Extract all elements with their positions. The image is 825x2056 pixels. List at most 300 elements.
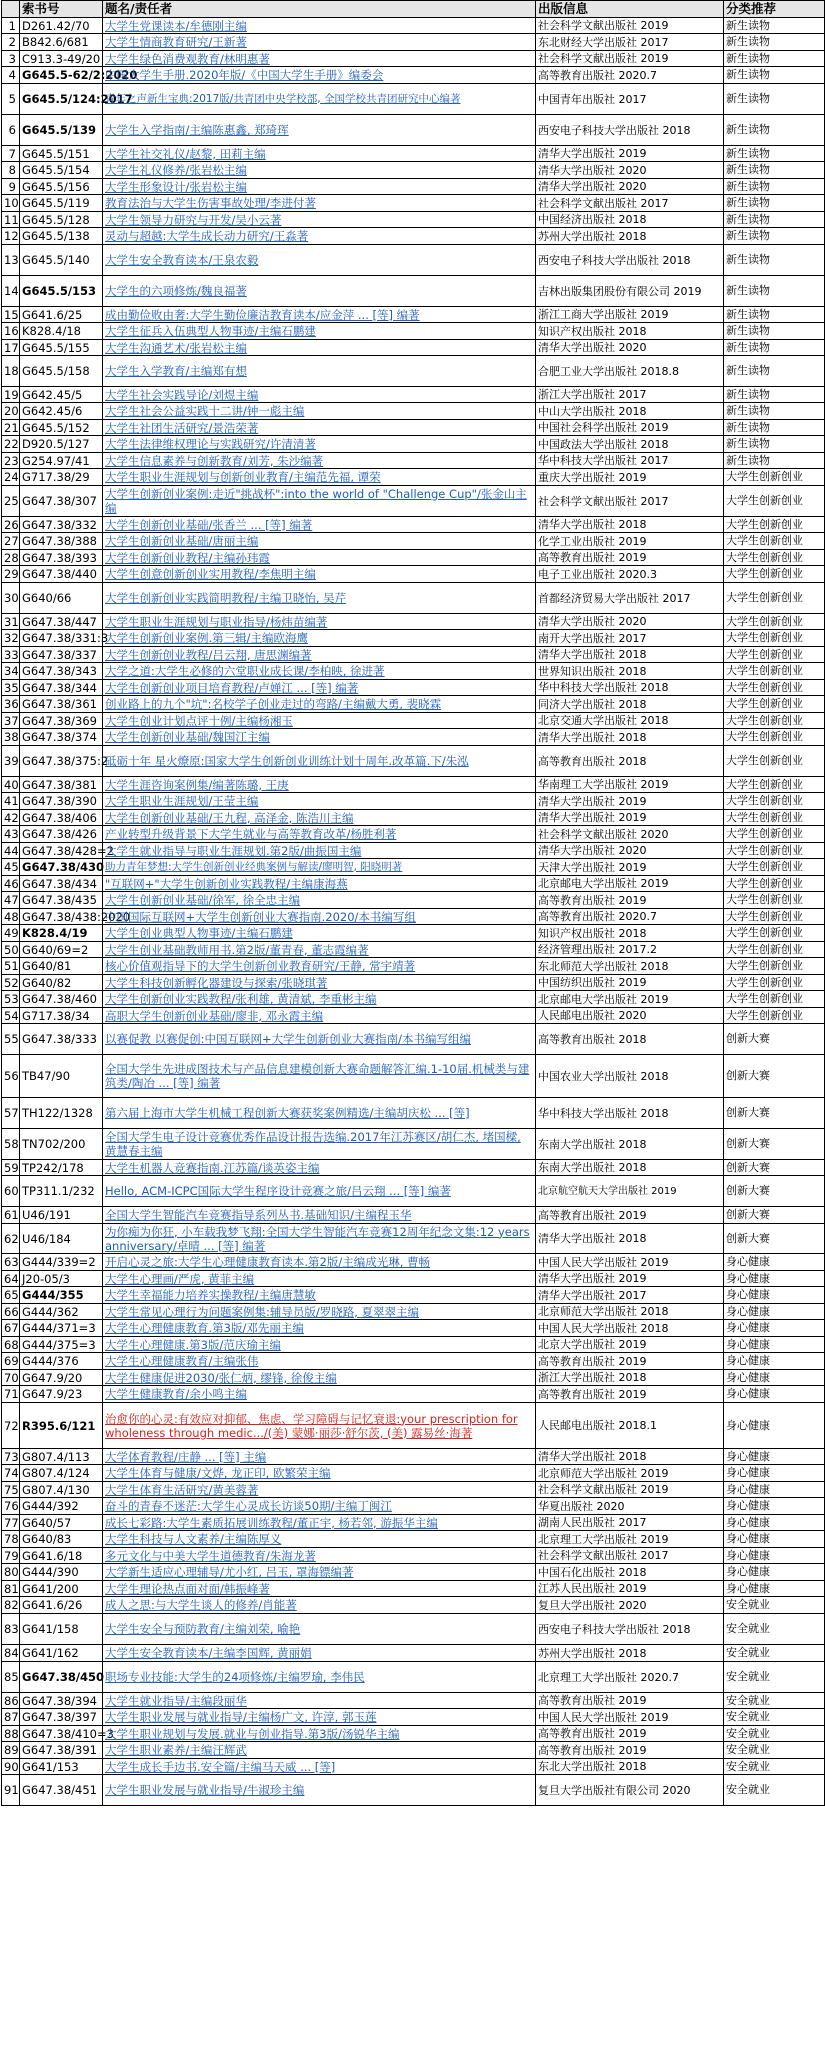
category: 大学生创新创业: [724, 517, 825, 533]
row-number: 21: [2, 420, 20, 436]
title-link[interactable]: 大学生健康促进2030/张仁炳, 缪锋, 徐俊主编: [103, 1370, 536, 1386]
publication-info: 清华大学出版社 2020: [536, 843, 724, 859]
title-link[interactable]: 大学生绿色消费观教育/林明惠著: [103, 51, 536, 67]
table-row: [2, 195, 825, 212]
publication-info: 南开大学出版社 2017: [536, 630, 724, 647]
title-link[interactable]: Hello, ACM-ICPC国际大学生程序设计竞赛之旅/吕云翔 ... [等] 编著: [103, 1176, 536, 1207]
category: 大学生创新创业: [724, 892, 825, 909]
category: 大学生创新创业: [724, 614, 825, 630]
publication-info: 复旦大学出版社 2020: [536, 1597, 724, 1614]
category: 身心健康: [724, 1482, 825, 1498]
row-number: 2: [2, 34, 20, 51]
row-number: 75: [2, 1482, 20, 1498]
title-link[interactable]: 灵动与超越:大学生成长动力研究/王淼著: [103, 228, 536, 245]
call-number: G647.38/374: [20, 729, 103, 746]
publication-info: 高等教育出版社 2019: [536, 1726, 724, 1742]
title-link[interactable]: 大学生征兵入伍典型人物事迹/主编石鹏建: [103, 323, 536, 340]
table-row: [2, 566, 825, 583]
title-link[interactable]: 中国国际互联网+大学生创新创业大赛指南.2020/本书编写组: [103, 909, 536, 925]
header-number: [2, 1, 20, 18]
title-link[interactable]: 治愈你的心灵:有效应对抑郁、焦虑、学习障碍与记忆衰退:your prescription for wholeness through medic.../(美) 蒙娜·丽莎·舒尔茨, (美) 露易丝·海著: [103, 1403, 536, 1449]
row-number: 53: [2, 991, 20, 1008]
title-link[interactable]: 大学生体育与健康/文烨, 龙正印, 欧繁荣主编: [103, 1465, 536, 1482]
publication-info: 华中科技大学出版社 2018: [536, 1098, 724, 1129]
title-link[interactable]: 大学生心理健康教育/主编张伟: [103, 1353, 536, 1370]
title-link[interactable]: 大学生创新创业案例.第三辑/主编欧海鹰: [103, 630, 536, 647]
publication-info: 社会科学文献出版社 2019: [536, 1482, 724, 1498]
category: 身心健康: [724, 1564, 825, 1581]
title-link[interactable]: 多元文化与中美大学生道德教育/朱海龙著: [103, 1548, 536, 1564]
category: 大学生创新创业: [724, 975, 825, 991]
table-row: [2, 1008, 825, 1024]
call-number: G641/162: [20, 1645, 103, 1662]
title-link[interactable]: 大学生理论热点面对面/韩振峰著: [103, 1581, 536, 1597]
title-link[interactable]: 大学体育教程/庄静 ... [等] 主编: [103, 1449, 536, 1465]
call-number: G717.38/34: [20, 1008, 103, 1024]
category: 大学生创新创业: [724, 843, 825, 859]
category: 大学生创新创业: [724, 469, 825, 486]
table-row: [2, 1498, 825, 1515]
call-number: G641/200: [20, 1581, 103, 1597]
table-row: [2, 356, 825, 387]
row-number: 37: [2, 713, 20, 729]
publication-info: 中国青年出版社 2017: [536, 84, 724, 115]
title-link[interactable]: 全国大学生智能汽车竞赛指导系列丛书.基础知识/主编程玉华: [103, 1207, 536, 1224]
category: 身心健康: [724, 1548, 825, 1564]
row-number: 58: [2, 1129, 20, 1160]
table-row: [2, 67, 825, 84]
row-number: 35: [2, 680, 20, 696]
row-number: 90: [2, 1759, 20, 1775]
publication-info: 高等教育出版社 2019: [536, 1353, 724, 1370]
row-number: 47: [2, 892, 20, 909]
row-number: 33: [2, 647, 20, 663]
title-link[interactable]: 大学生常见心理行为问题案例集:辅导员版/罗晓路, 夏翠翠主编: [103, 1304, 536, 1320]
title-link[interactable]: 大学生健康教育/余小鸣主编: [103, 1386, 536, 1403]
row-number: 50: [2, 942, 20, 958]
publication-info: 吉林出版集团股份有限公司 2019: [536, 276, 724, 307]
header-publication: 出版信息: [536, 1, 724, 18]
table-row: [2, 1224, 825, 1254]
table-row: [2, 146, 825, 162]
publication-info: 浙江大学出版社 2017: [536, 387, 724, 403]
title-link[interactable]: 大学生就业指导与职业生涯规划.第2版/曲振国主编: [103, 843, 536, 859]
title-link[interactable]: 成由勤俭败由奢:大学生勤俭廉洁教育读本/应金萍 ... [等] 编著: [103, 307, 536, 323]
table-row: [2, 245, 825, 276]
table-row: [2, 1129, 825, 1160]
table-row: [2, 680, 825, 696]
category: 新生读物: [724, 356, 825, 387]
publication-info: 北京航空航天大学出版社 2019: [536, 1176, 724, 1207]
title-link[interactable]: 大学生创新创业基础/张香兰 ... [等] 编著: [103, 517, 536, 533]
call-number: G641.6/25: [20, 307, 103, 323]
title-link[interactable]: 全国大学生电子设计竞赛优秀作品设计报告选编.2017年江苏赛区/胡仁杰, 堵国樑, 黄慧春主编: [103, 1129, 536, 1160]
category: 新生读物: [724, 212, 825, 228]
title-link[interactable]: 大学生创新创业实践简明教程/主编卫晓怡, 吴芹: [103, 583, 536, 614]
title-link[interactable]: 高职大学生创新创业基础/廖非, 邓永霞主编: [103, 1008, 536, 1024]
table-row: [2, 1645, 825, 1662]
title-link[interactable]: 大学生创新创业基础/王九程, 高泽金, 陈浩川主编: [103, 810, 536, 826]
title-link[interactable]: 职场专业技能:大学生的24项修炼/主编罗瑜, 李伟民: [103, 1662, 536, 1693]
call-number: G641.6/26: [20, 1597, 103, 1614]
call-number: G647.38/390: [20, 793, 103, 810]
publication-info: 高等教育出版社 2018: [536, 746, 724, 777]
category: 大学生创新创业: [724, 777, 825, 793]
publication-info: 北京师范大学出版社 2019: [536, 1465, 724, 1482]
table-row: [2, 793, 825, 810]
publication-info: 清华大学出版社 2020: [536, 162, 724, 179]
table-row: [2, 876, 825, 892]
table-row: [2, 517, 825, 533]
category: 创新大赛: [724, 1207, 825, 1224]
category: 新生读物: [724, 436, 825, 453]
publication-info: 人民邮电出版社 2020: [536, 1008, 724, 1024]
publication-info: 华中科技大学出版社 2018: [536, 680, 724, 696]
table-row: [2, 1662, 825, 1693]
category: 安全就业: [724, 1726, 825, 1742]
row-number: 64: [2, 1271, 20, 1287]
call-number: G645.5/151: [20, 146, 103, 162]
publication-info: 江苏人民出版社 2019: [536, 1581, 724, 1597]
publication-info: 复旦大学出版社有限公司 2020: [536, 1775, 724, 1806]
category: 身心健康: [724, 1353, 825, 1370]
table-row: [2, 1353, 825, 1370]
publication-info: 社会科学文献出版社 2019: [536, 18, 724, 34]
table-row: [2, 1098, 825, 1129]
table-row: [2, 1055, 825, 1098]
title-link[interactable]: 成长七彩路:大学生素质拓展训练教程/董正宇, 杨若邻, 游振华主编: [103, 1515, 536, 1531]
row-number: 9: [2, 179, 20, 195]
category: 大学生创新创业: [724, 909, 825, 925]
call-number: G645.5/156: [20, 179, 103, 195]
title-link[interactable]: 核心价值观指导下的大学生创新创业教育研究/王静, 常宇靖著: [103, 958, 536, 975]
row-number: 10: [2, 195, 20, 212]
title-link[interactable]: 大学新生适应心理辅导/尤小红, 吕玉, 罩海镖编著: [103, 1564, 536, 1581]
call-number: G444/375=3: [20, 1337, 103, 1353]
publication-info: 清华大学出版社 2020: [536, 614, 724, 630]
title-link[interactable]: 大学生安全教育读本/主编李国辉, 黄丽娟: [103, 1645, 536, 1662]
table-row: [2, 162, 825, 179]
category: 大学生创新创业: [724, 486, 825, 517]
title-link[interactable]: 大学生机器人竞赛指南.江苏篇/谈英姿主编: [103, 1160, 536, 1176]
publication-info: 中国人民大学出版社 2019: [536, 1709, 724, 1726]
table-row: [2, 18, 825, 34]
table-row: [2, 1515, 825, 1531]
category: 大学生创新创业: [724, 713, 825, 729]
publication-info: 西安电子科技大学出版社 2018: [536, 115, 724, 146]
table-row: [2, 810, 825, 826]
publication-info: 中国石化出版社 2018: [536, 1564, 724, 1581]
call-number: G807.4/113: [20, 1449, 103, 1465]
title-link[interactable]: 大学生创意创新创业实用教程/李焦明主编: [103, 566, 536, 583]
title-link[interactable]: 大学生礼仪修养/张岩松主编: [103, 162, 536, 179]
title-link[interactable]: 大学生科技创新孵化器建设与探索/张晓琪著: [103, 975, 536, 991]
category: 身心健康: [724, 1581, 825, 1597]
call-number: G645.5/158: [20, 356, 103, 387]
call-number: K828.4/18: [20, 323, 103, 340]
call-number: G642.45/6: [20, 403, 103, 420]
title-link[interactable]: 大学生创新创业基础/唐丽主编: [103, 533, 536, 550]
title-link[interactable]: 大学生创新创业基础/魏国江主编: [103, 729, 536, 746]
call-number: G645.5/119: [20, 195, 103, 212]
row-number: 55: [2, 1024, 20, 1055]
publication-info: 首都经济贸易大学出版社 2017: [536, 583, 724, 614]
category: 大学生创新创业: [724, 793, 825, 810]
table-row: [2, 323, 825, 340]
row-number: 88: [2, 1726, 20, 1742]
title-link[interactable]: 大学生社交礼仪/赵黎, 田莉主编: [103, 146, 536, 162]
row-number: 31: [2, 614, 20, 630]
title-link[interactable]: 大学生创业典型人物事迹/主编石鹏建: [103, 925, 536, 942]
category: 新生读物: [724, 387, 825, 403]
call-number: G645.5/154: [20, 162, 103, 179]
title-link[interactable]: 大学生涯咨询案例集/编著陈璐, 王庚: [103, 777, 536, 793]
title-link[interactable]: 大学生创新创业实践教程/张利雄, 黄清斌, 李重彬主编: [103, 991, 536, 1008]
call-number: G645.5/140: [20, 245, 103, 276]
publication-info: 清华大学出版社 2019: [536, 810, 724, 826]
table-row: [2, 1742, 825, 1759]
row-number: 18: [2, 356, 20, 387]
header-title-author: 题名/责任者: [103, 1, 536, 18]
call-number: G640/66: [20, 583, 103, 614]
title-link[interactable]: 大学生成长手边书.安全篇/主编马天威 ... [等]: [103, 1759, 536, 1775]
category: 安全就业: [724, 1693, 825, 1709]
title-link[interactable]: 大学生职业规划与发展.就业与创业指导.第3版/汤锐华主编: [103, 1726, 536, 1742]
call-number: G647.38/343: [20, 663, 103, 680]
title-link[interactable]: 助力青年梦想:大学生创新创业经典案例与解读/廖明智, 阳晓明著: [103, 859, 536, 876]
title-link[interactable]: 大学生职业生涯规划/王莹主编: [103, 793, 536, 810]
category: 创新大赛: [724, 1055, 825, 1098]
table-row: [2, 958, 825, 975]
category: 创新大赛: [724, 1098, 825, 1129]
title-link[interactable]: 成人之思:与大学生谈人的修养/肖能著: [103, 1597, 536, 1614]
title-link[interactable]: 大学生心理健康.第3版/范庆瑜主编: [103, 1337, 536, 1353]
title-link[interactable]: 大学生创新创业项目培育教程/卢婵江 ... [等] 编著: [103, 680, 536, 696]
table-row: [2, 696, 825, 713]
category: 新生读物: [724, 162, 825, 179]
publication-info: 知识产权出版社 2018: [536, 323, 724, 340]
table-row: [2, 1775, 825, 1806]
row-number: 54: [2, 1008, 20, 1024]
table-row: [2, 84, 825, 115]
row-number: 57: [2, 1098, 20, 1129]
table-row: [2, 276, 825, 307]
publication-info: 天津大学出版社 2019: [536, 859, 724, 876]
title-link[interactable]: 产业转型升级背景下大学生就业与高等教育改革/杨胜利著: [103, 826, 536, 843]
table-row: [2, 1287, 825, 1304]
category: 身心健康: [724, 1337, 825, 1353]
table-row: [2, 1531, 825, 1548]
publication-info: 湖南人民出版社 2017: [536, 1515, 724, 1531]
title-link[interactable]: 大学生职业素养/主编汪辉武: [103, 1742, 536, 1759]
call-number: G647.38/332: [20, 517, 103, 533]
table-row: [2, 746, 825, 777]
call-number: U46/184: [20, 1224, 103, 1254]
row-number: 84: [2, 1645, 20, 1662]
title-link[interactable]: 大学生社团生活研究/景浩荣著: [103, 420, 536, 436]
title-link[interactable]: 大学生党课读本/牟德刚主编: [103, 18, 536, 34]
title-link[interactable]: 大学生社会实践导论/刘煜主编: [103, 387, 536, 403]
publication-info: 苏州大学出版社 2018: [536, 1645, 724, 1662]
title-link[interactable]: 大学生创新创业教程/主编孙玮霞: [103, 550, 536, 566]
row-number: 1: [2, 18, 20, 34]
title-link[interactable]: 大学生心理画/严虎, 黄菲主编: [103, 1271, 536, 1287]
title-link[interactable]: 大学生体育生活研究/黄美蓉著: [103, 1482, 536, 1498]
table-row: [2, 647, 825, 663]
row-number: 45: [2, 859, 20, 876]
category: 大学生创新创业: [724, 746, 825, 777]
title-link[interactable]: 以赛促教 以赛促创:中国互联网+大学生创新创业大赛指南/本书编写组编: [103, 1024, 536, 1055]
title-link[interactable]: 大学生创新创业基础/徐军, 徐全忠主编: [103, 892, 536, 909]
title-link[interactable]: 大学生情商教育研究/王新著: [103, 34, 536, 51]
title-link[interactable]: 创业路上的九个"坑":名校学子创业走过的弯路/主编戴大勇, 裴晓霖: [103, 696, 536, 713]
title-link[interactable]: 大学生创新创业教程/吕云翔, 唐思渊编著: [103, 647, 536, 663]
row-number: 71: [2, 1386, 20, 1403]
category: 新生读物: [724, 146, 825, 162]
title-link[interactable]: 大学生形象设计/张岩松主编: [103, 179, 536, 195]
title-link[interactable]: 大学生职业生涯规划与创新创业教育/主编范先福, 谭荣: [103, 469, 536, 486]
title-link[interactable]: 奋斗的青春不迷茫:大学生心灵成长访谈50期/主编丁闽江: [103, 1498, 536, 1515]
category: 大学生创新创业: [724, 533, 825, 550]
call-number: G640/69=2: [20, 942, 103, 958]
call-number: D261.42/70: [20, 18, 103, 34]
row-number: 60: [2, 1176, 20, 1207]
title-link[interactable]: 大学生安全与预防教育/主编刘荣, 喻艳: [103, 1614, 536, 1645]
table-row: [2, 403, 825, 420]
title-link[interactable]: 大学生社会公益实践十二讲/钟一彪主编: [103, 403, 536, 420]
category: 安全就业: [724, 1759, 825, 1775]
publication-info: 北京理工大学出版社 2020.7: [536, 1662, 724, 1693]
row-number: 73: [2, 1449, 20, 1465]
publication-info: 社会科学文献出版社 2017: [536, 1548, 724, 1564]
call-number: G444/355: [20, 1287, 103, 1304]
publication-info: 东北师范大学出版社 2018: [536, 958, 724, 975]
table-row: [2, 925, 825, 942]
row-number: 16: [2, 323, 20, 340]
title-link[interactable]: 大学之道:大学生必修的六堂职业成长课/李柏映, 徐进著: [103, 663, 536, 680]
category: 大学生创新创业: [724, 925, 825, 942]
call-number: TP311.1/232: [20, 1176, 103, 1207]
title-link[interactable]: 大学生职业生涯规划与职业指导/杨炜苗编著: [103, 614, 536, 630]
title-link[interactable]: 为你痴为你狂, 小车载我梦飞翔:全国大学生智能汽车竞赛12周年纪念文集:12 years anniversary/卓晴 ... [等] 编著: [103, 1224, 536, 1254]
row-number: 34: [2, 663, 20, 680]
call-number: G647.38/410=3: [20, 1726, 103, 1742]
publication-info: 清华大学出版社 2018: [536, 729, 724, 746]
row-number: 20: [2, 403, 20, 420]
row-number: 86: [2, 1693, 20, 1709]
call-number: G647.38/393: [20, 550, 103, 566]
table-row: [2, 843, 825, 859]
title-link[interactable]: 大学生信息素养与创新教育/刘芳, 朱沙编著: [103, 453, 536, 469]
title-link[interactable]: 大学生职业发展与就业指导/主编杨广文, 许淳, 郭玉莲: [103, 1709, 536, 1726]
title-link[interactable]: 大学生安全教育读本/王泉农毅: [103, 245, 536, 276]
call-number: G444/362: [20, 1304, 103, 1320]
publication-info: 社会科学文献出版社 2020: [536, 826, 724, 843]
category: 创新大赛: [724, 1024, 825, 1055]
title-link[interactable]: 大学生创新创业案例:走近"挑战杯":into the world of "Challenge Cup"/张金山主编: [103, 486, 536, 517]
category: 大学生创新创业: [724, 876, 825, 892]
call-number: G645.5-62/2:2020: [20, 67, 103, 84]
publication-info: 清华大学出版社 2017: [536, 1287, 724, 1304]
row-number: 69: [2, 1353, 20, 1370]
call-number: TB47/90: [20, 1055, 103, 1098]
title-link[interactable]: 教育法治与大学生伤害事故处理/李进付著: [103, 195, 536, 212]
table-row: [2, 453, 825, 469]
title-link[interactable]: 大学生入学指南/主编陈惠鑫, 郑琦珲: [103, 115, 536, 146]
publication-info: 中国社会科学出版社 2019: [536, 420, 724, 436]
category: 大学生创新创业: [724, 566, 825, 583]
row-number: 89: [2, 1742, 20, 1759]
title-link[interactable]: 大学生心理健康教育.第3版/邓先丽主编: [103, 1320, 536, 1337]
category: 安全就业: [724, 1742, 825, 1759]
publication-info: 东南大学出版社 2018: [536, 1129, 724, 1160]
table-row: [2, 1403, 825, 1449]
category: 新生读物: [724, 420, 825, 436]
table-row: [2, 1449, 825, 1465]
table-row: [2, 387, 825, 403]
title-link[interactable]: 青年之声新生宝典:2017版/共青团中央学校部, 全国学校共青团研究中心编著: [103, 84, 536, 115]
table-row: [2, 1614, 825, 1645]
row-number: 14: [2, 276, 20, 307]
row-number: 39: [2, 746, 20, 777]
title-link[interactable]: 大学生沟通艺术/张岩松主编: [103, 340, 536, 356]
category: 新生读物: [724, 403, 825, 420]
publication-info: 经济管理出版社 2017.2: [536, 942, 724, 958]
row-number: 65: [2, 1287, 20, 1304]
publication-info: 清华大学出版社 2020: [536, 179, 724, 195]
title-link[interactable]: 砥砺十年 星火燎原:国家大学生创新创业训练计划十周年.改革篇.下/朱泓: [103, 746, 536, 777]
category: 新生读物: [724, 18, 825, 34]
category: 新生读物: [724, 34, 825, 51]
title-link[interactable]: 大学生就业指导/主编段丽华: [103, 1693, 536, 1709]
publication-info: 中国农业大学出版社 2018: [536, 1055, 724, 1098]
category: 新生读物: [724, 51, 825, 67]
row-number: 8: [2, 162, 20, 179]
category: 安全就业: [724, 1709, 825, 1726]
title-link[interactable]: 开启心灵之旅:大学生心理健康教育读本.第2版/主编成光琳, 曹畅: [103, 1254, 536, 1271]
title-link[interactable]: 大学生职业发展与就业指导/牛淑珍主编: [103, 1775, 536, 1806]
call-number: G444/371=3: [20, 1320, 103, 1337]
title-link[interactable]: 大学生领导力研究与开发/吴小云著: [103, 212, 536, 228]
publication-info: 高等教育出版社 2019: [536, 1207, 724, 1224]
category: 创新大赛: [724, 1176, 825, 1207]
title-link[interactable]: 大学生科技与人文素养/主编陈厚义: [103, 1531, 536, 1548]
title-link[interactable]: 大学生法律维权理论与实践研究/许清清著: [103, 436, 536, 453]
category: 身心健康: [724, 1531, 825, 1548]
title-link[interactable]: 大学生创业基础教师用书.第2版/董青春, 董志霞编著: [103, 942, 536, 958]
category: 大学生创新创业: [724, 859, 825, 876]
title-link[interactable]: 全国大学生先进成图技术与产品信息建模创新大赛命题解答汇编.1-10届.机械类与建筑类/陶冶 ... [等] 编著: [103, 1055, 536, 1098]
title-link[interactable]: 中国大学生手册.2020年版/《中国大学生手册》编委会: [103, 67, 536, 84]
title-link[interactable]: "互联网+"大学生创新创业实践教程/主编康海燕: [103, 876, 536, 892]
row-number: 13: [2, 245, 20, 276]
row-number: 46: [2, 876, 20, 892]
title-link[interactable]: 大学生创业计划点评十例/主编杨湘玉: [103, 713, 536, 729]
row-number: 30: [2, 583, 20, 614]
category: 创新大赛: [724, 1224, 825, 1254]
call-number: G641/158: [20, 1614, 103, 1645]
title-link[interactable]: 大学生入学教育/主编郑有想: [103, 356, 536, 387]
table-row: [2, 1304, 825, 1320]
publication-info: 高等教育出版社 2019: [536, 1386, 724, 1403]
title-link[interactable]: 大学生的六项修炼/魏良福著: [103, 276, 536, 307]
table-row: [2, 1320, 825, 1337]
publication-info: 清华大学出版社 2019: [536, 793, 724, 810]
title-link[interactable]: 第六届上海市大学生机械工程创新大赛获奖案例精选/主编胡庆松 ... [等]: [103, 1098, 536, 1129]
table-row: [2, 179, 825, 195]
title-link[interactable]: 大学生幸福能力培养实操教程/主编唐慧敏: [103, 1287, 536, 1304]
publication-info: 西安电子科技大学出版社 2018: [536, 1614, 724, 1645]
